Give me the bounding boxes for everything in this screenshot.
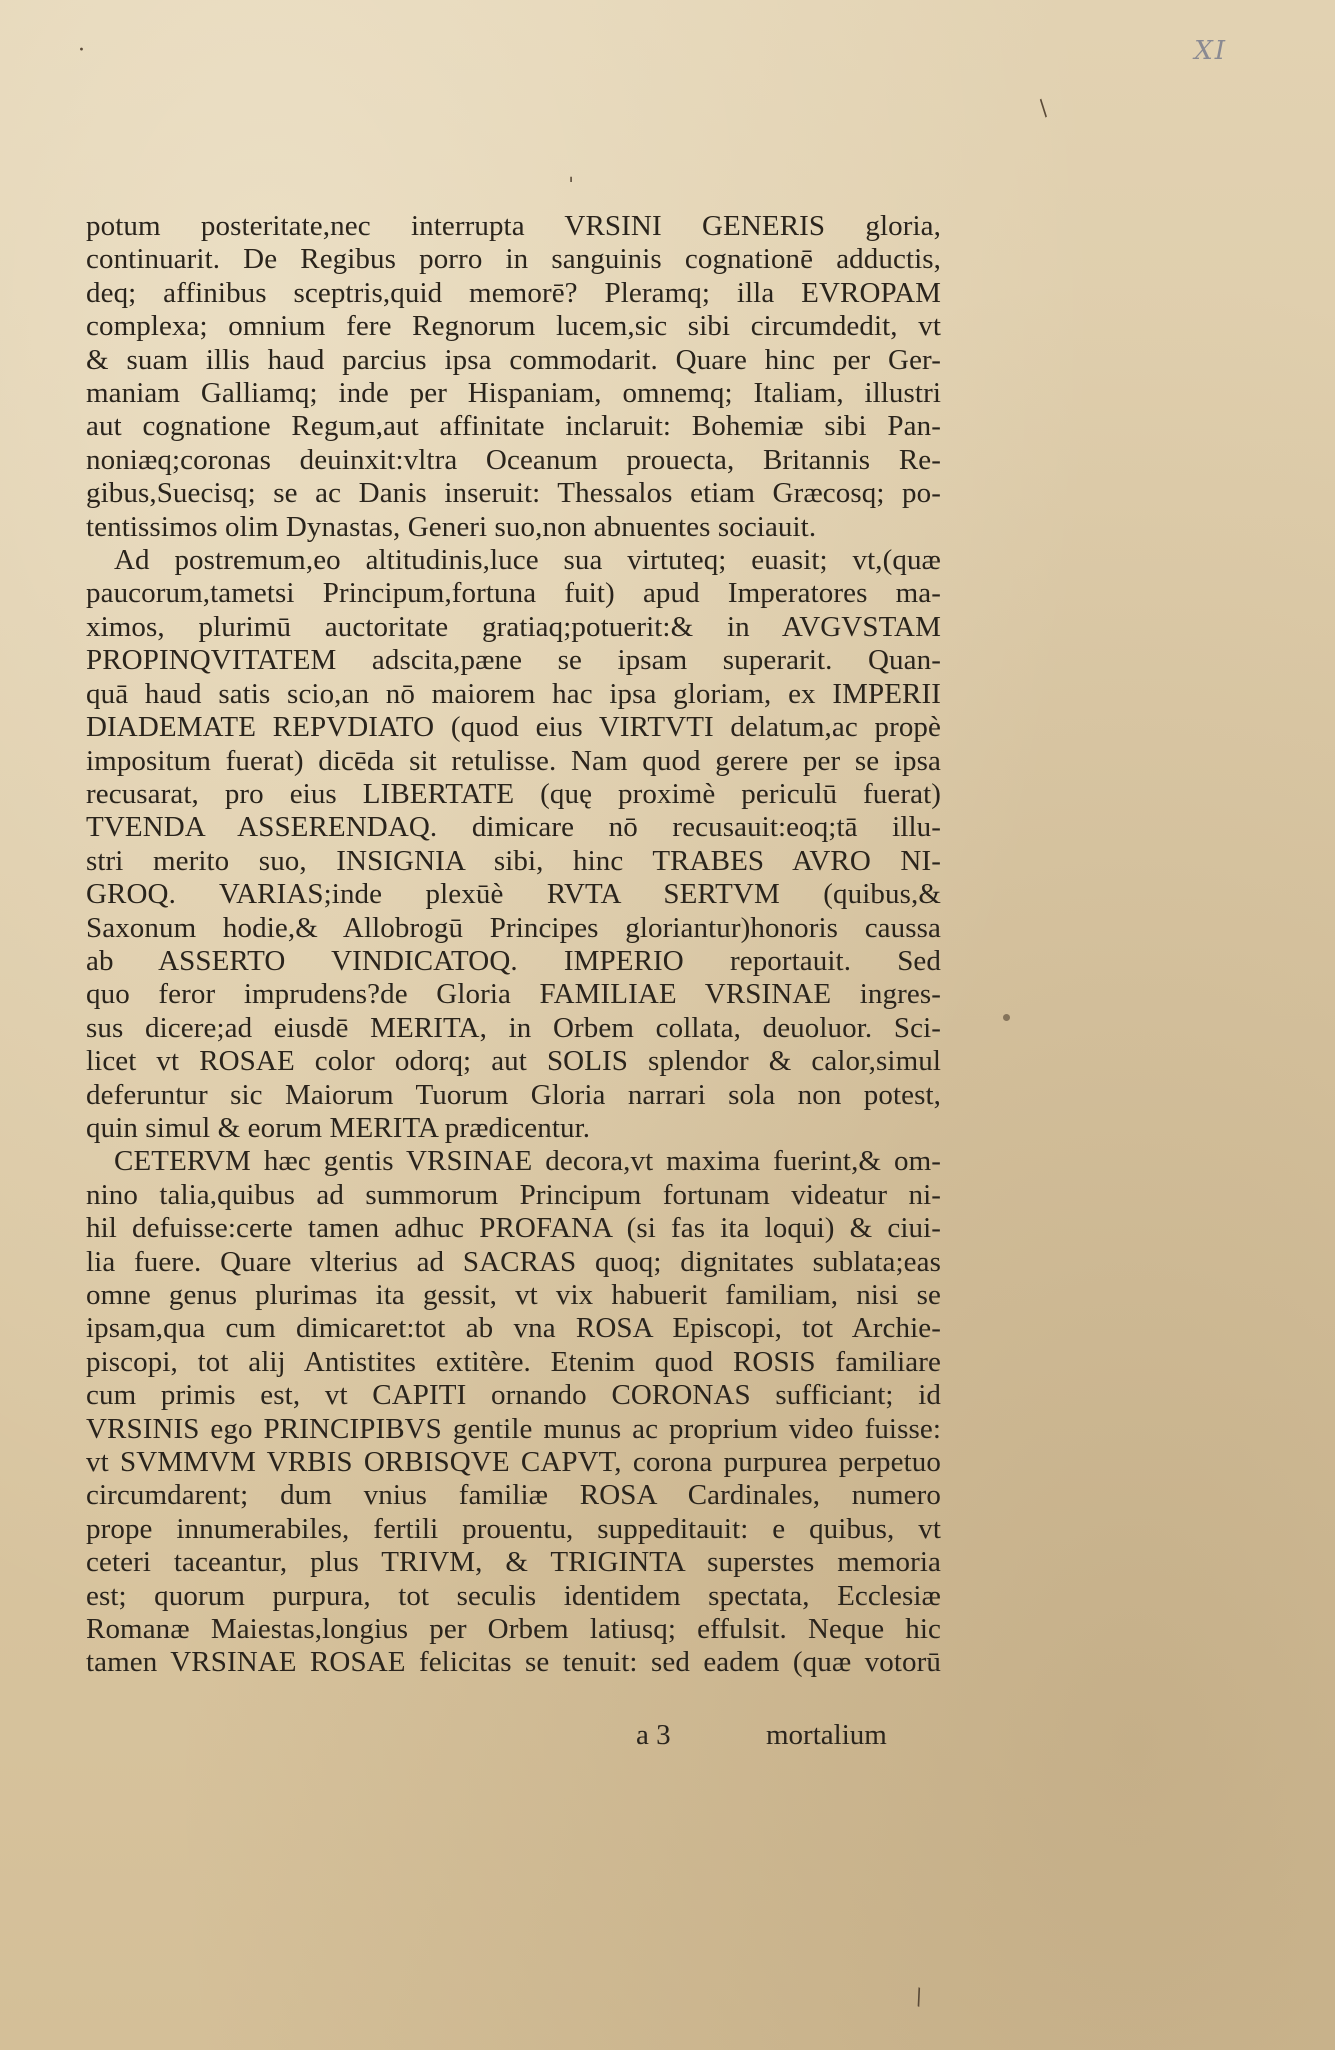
text-line: complexa; omnium fere Regnorum lucem,sic sibi circumdedit, vt: [86, 310, 941, 343]
text-line: vt SVMMVM VRBIS ORBISQVE CAPVT, corona purpurea perpetuo: [86, 1446, 941, 1479]
text-line: licet vt ROSAE color odorq; aut SOLIS splendor & calor,simul: [86, 1045, 941, 1078]
text-line: est; quorum purpura, tot seculis identidem spectata, Ecclesiæ: [86, 1579, 941, 1612]
page-speck: \: [910, 1984, 927, 2011]
text-line: PROPINQVITATEM adscita,pæne se ipsam superarit. Quan-: [86, 644, 941, 677]
ink-spot: [1003, 1014, 1010, 1021]
text-line: nino talia,quibus ad summorum Principum fortunam videatur ni-: [86, 1178, 941, 1211]
text-line: ximos, plurimū auctoritate gratiaq;potuerit:& in AVGVSTAM: [86, 610, 941, 643]
text-line: continuarit. De Regibus porro in sanguinis cognationē adductis,: [86, 243, 941, 276]
catchline: [636, 1719, 936, 1752]
text-line: paucorum,tametsi Principum,fortuna fuit) apud Imperatores ma-: [86, 577, 941, 610]
text-line: hil defuisse:certe tamen adhuc PROFANA (si fas ita loqui) & ciui-: [86, 1212, 941, 1245]
text-line: lia fuere. Quare vlterius ad SACRAS quoq; dignitates sublata;eas: [86, 1245, 941, 1278]
text-line: noniæq;coronas deuinxit:vltra Oceanum prouecta, Britannis Re-: [86, 443, 941, 476]
text-line: ipsam,qua cum dimicaret:tot ab vna ROSA Episcopi, tot Archie-: [86, 1312, 941, 1345]
catchword: mortalium: [766, 1719, 887, 1751]
text-line: maniam Galliamq; inde per Hispaniam, omnemq; Italiam, illustri: [86, 377, 941, 410]
text-line: ab ASSERTO VINDICATOQ. IMPERIO reportauit. Sed: [86, 944, 941, 977]
text-line: sus dicere;ad eiusdē MERITA, in Orbem collata, deuoluor. Sci-: [86, 1011, 941, 1044]
text-line: Romanæ Maiestas,longius per Orbem latiusq; effulsit. Neque hic: [86, 1613, 941, 1646]
text-line: gibus,Suecisq; se ac Danis inseruit: Thessalos etiam Græcosq; po-: [86, 477, 941, 510]
body-text: [86, 210, 941, 1680]
text-line: tentissimos olim Dynastas, Generi suo,non abnuentes sociauit.: [86, 510, 817, 543]
text-line: TVENDA ASSERENDAQ. dimicare nō recusauit:eoq;tā illu-: [86, 811, 941, 844]
text-line: impositum fuerat) dicēda sit retulisse. Nam quod gerere per se ipsa: [86, 744, 941, 777]
text-line: tamen VRSINAE ROSAE felicitas se tenuit: sed eadem (quæ votorū: [86, 1646, 941, 1679]
text-line: Saxonum hodie,& Allobrogū Principes gloriantur)honoris caussa: [86, 911, 941, 944]
text-line: recusarat, pro eius LIBERTATE (quę proximè periculū fuerat): [86, 777, 941, 810]
text-line: piscopi, tot alij Antistites extitère. Etenim quod ROSIS familiare: [86, 1345, 941, 1378]
text-line: omne genus plurimas ita gessit, vt vix habuerit familiam, nisi se: [86, 1279, 941, 1311]
paragraph-start: CETERVM hæc gentis VRSINAE decora,vt maxima fuerint,& om-: [114, 1145, 941, 1178]
signature-mark: a 3: [636, 1719, 671, 1751]
text-line: circumdarent; dum vnius familiæ ROSA Cardinales, numero: [86, 1479, 941, 1512]
text-line: cum primis est, vt CAPITI ornando CORONAS sufficiant; id: [86, 1379, 941, 1412]
text-line: stri merito suo, INSIGNIA sibi, hinc TRABES AVRO NI-: [86, 844, 941, 877]
paragraph-start: Ad postremum,eo altitudinis,luce sua virtuteq; euasit; vt,(quæ: [114, 544, 941, 577]
text-line: quā haud satis scio,an nō maiorem hac ipsa gloriam, ex IMPERII: [86, 677, 941, 710]
text-line: GROQ. VARIAS;inde plexūè RVTA SERTVM (quibus,&: [86, 878, 941, 911]
text-line: deq; affinibus sceptris,quid memorē? Pleramq; illa EVROPAM: [86, 276, 941, 309]
text-line: VRSINIS ego PRINCIPIBVS gentile munus ac proprium video fuisse:: [86, 1412, 941, 1445]
text-line: aut cognatione Regum,aut affinitate inclaruit: Bohemiæ sibi Pan-: [86, 410, 941, 443]
text-line: potum posteritate,nec interrupta VRSINI GENERIS gloria,: [86, 210, 941, 242]
page-speck: ·: [78, 38, 85, 63]
page-speck: ˌ: [568, 160, 575, 185]
text-line: ceteri taceantur, plus TRIVM, & TRIGINTA superstes memoria: [86, 1546, 941, 1579]
text-line: DIADEMATE REPVDIATO (quod eius VIRTVTI delatum,ac propè: [86, 711, 941, 744]
folio-number: XI: [1194, 36, 1227, 66]
text-line: deferuntur sic Maiorum Tuorum Gloria narrari sola non potest,: [86, 1078, 941, 1111]
page-speck: /: [1033, 96, 1054, 121]
text-line: & suam illis haud parcius ipsa commodarit. Quare hinc per Ger-: [86, 343, 941, 376]
text-line: quin simul & eorum MERITA prædicentur.: [86, 1111, 591, 1144]
text-line: prope innumerabiles, fertili prouentu, suppeditauit: e quibus, vt: [86, 1512, 941, 1545]
text-line: quo feror imprudens?de Gloria FAMILIAE VRSINAE ingres-: [86, 978, 941, 1011]
